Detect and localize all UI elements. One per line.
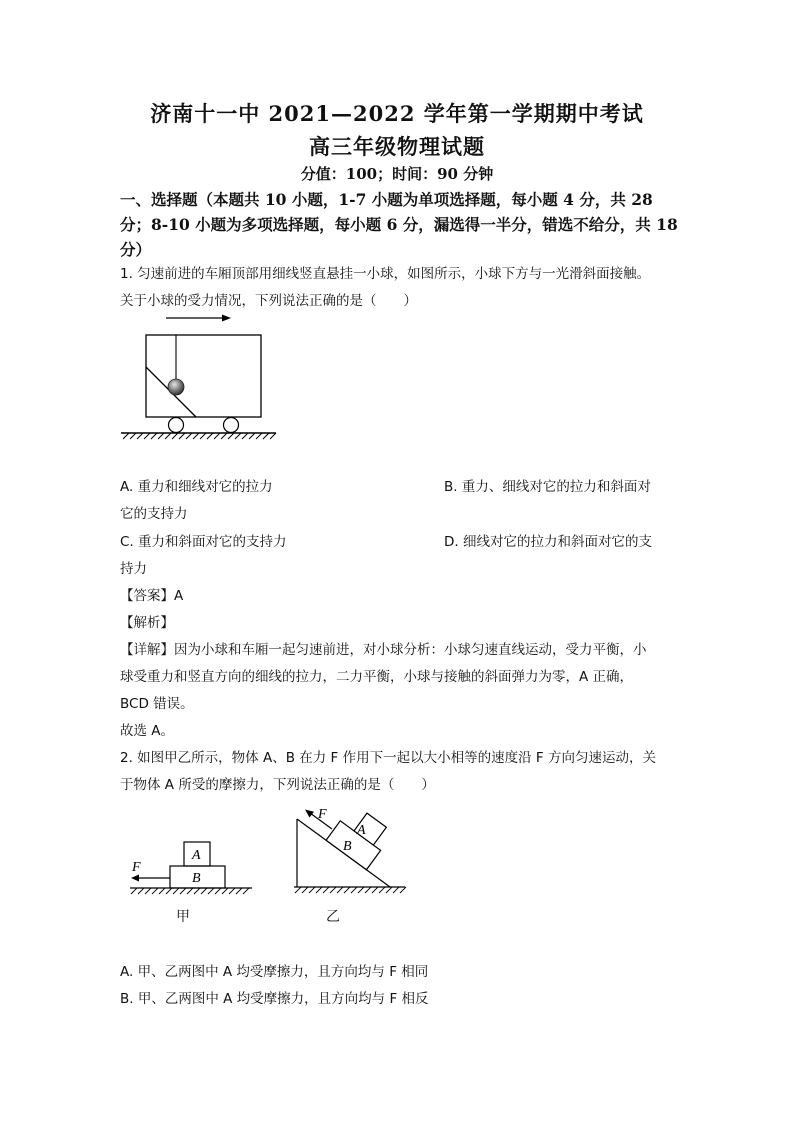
q1-option-d-line1[interactable]: D. 细线对它的拉力和斜面对它的支 xyxy=(444,534,652,550)
q2-figure-left xyxy=(126,836,256,936)
q1-detail-line3: BCD 错误。 xyxy=(120,696,194,712)
exam-subtitle: 高三年级物理试题 xyxy=(309,134,485,159)
q1-option-d-line2: 持力 xyxy=(120,561,147,577)
force-label-left: F xyxy=(132,860,141,875)
velocity-arrowhead xyxy=(222,315,231,322)
force-label-right: F xyxy=(318,807,327,822)
block-a-right-label: A xyxy=(357,823,366,838)
q1-answer: 【答案】A xyxy=(120,588,184,604)
q1-detail-line2: 球受重力和竖直方向的细线的拉力，二力平衡，小球与接触的斜面弹力为零，A 正确， xyxy=(120,669,634,685)
force-arrowhead-right xyxy=(305,810,314,818)
exam-title: 济南十一中 2021—2022 学年第一学期期中考试 xyxy=(150,101,644,126)
q2-figure-left-caption: 甲 xyxy=(176,909,190,925)
q1-option-c[interactable]: C. 重力和斜面对它的支持力 xyxy=(120,534,287,550)
q2-option-b[interactable]: B. 甲、乙两图中 A 均受摩擦力，且方向均与 F 相反 xyxy=(120,991,429,1007)
q1-stem-line1: 1. 匀速前进的车厢顶部用细线竖直悬挂一小球，如图所示，小球下方与一光滑斜面接触。 xyxy=(120,266,651,282)
q2-stem-line2: 于物体 A 所受的摩擦力，下列说法正确的是（ ） xyxy=(120,777,435,793)
q2-figure-right xyxy=(290,805,415,905)
section-heading-line1: 一、选择题（本题共 10 小题，1-7 小题为单项选择题，每小题 4 分，共 28 xyxy=(120,190,653,209)
q1-option-b-line2: 它的支持力 xyxy=(120,506,188,522)
q1-cart-diagram xyxy=(118,312,288,442)
q1-option-b-line1[interactable]: B. 重力、细线对它的拉力和斜面对 xyxy=(444,479,651,495)
ground-right-hatch xyxy=(295,887,406,893)
force-arrowhead-left xyxy=(131,875,139,882)
ground-left-hatch xyxy=(131,888,249,894)
cart-body xyxy=(146,335,261,417)
q1-stem-line2: 关于小球的受力情况，下列说法正确的是（ ） xyxy=(120,293,417,309)
q2-stem-line1: 2. 如图甲乙所示，物体 A、B 在力 F 作用下一起以大小相等的速度沿 F 方向匀速运动，关 xyxy=(120,750,656,766)
block-b-left-label: B xyxy=(192,871,201,886)
wheel-left xyxy=(169,418,184,433)
block-b-right-label: B xyxy=(343,839,352,854)
wheel-right xyxy=(224,418,239,433)
q1-detail-line1: 【详解】因为小球和车厢一起匀速前进，对小球分析：小球匀速直线运动，受力平衡，小 xyxy=(120,642,647,658)
score-time-line: 分值：100；时间：90 分钟 xyxy=(300,165,494,183)
ball xyxy=(168,379,184,395)
q2-figure-right-caption: 乙 xyxy=(326,909,340,925)
q1-option-a[interactable]: A. 重力和细线对它的拉力 xyxy=(120,479,273,495)
q1-conclusion: 故选 A。 xyxy=(120,723,175,739)
section-heading-line2: 分；8-10 小题为多项选择题，每小题 6 分，漏选得一半分，错选不给分，共 18 xyxy=(120,215,678,234)
ground-hatch xyxy=(123,433,276,439)
block-a-left-label: A xyxy=(192,848,201,863)
q2-option-a[interactable]: A. 甲、乙两图中 A 均受摩擦力，且方向均与 F 相同 xyxy=(120,964,429,980)
section-heading-line3: 分） xyxy=(120,240,152,259)
q1-analysis-title: 【解析】 xyxy=(120,615,174,631)
